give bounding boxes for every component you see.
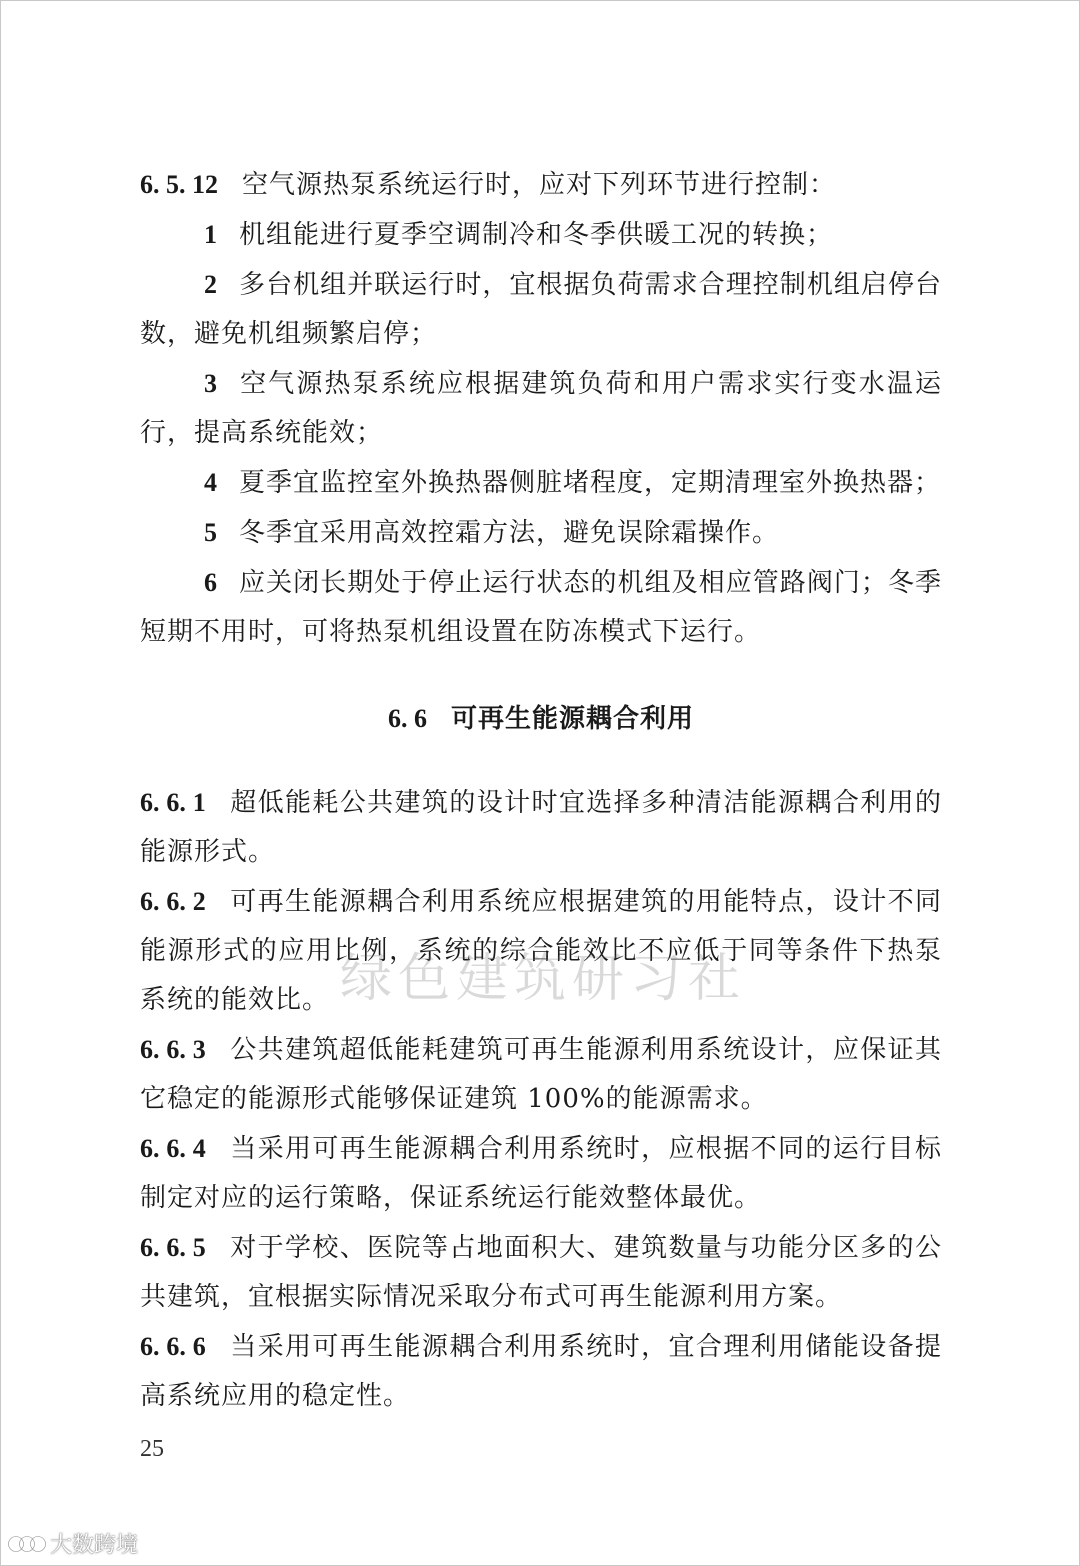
clause-6-6-2 bbox=[140, 877, 942, 1025]
list-item bbox=[140, 558, 942, 657]
clause-text: 公共建筑超低能耗建筑可再生能源利用系统设计，应保证其它稳定的能源形式能够保证建筑 100%的能源需求。 bbox=[140, 1035, 942, 1114]
clause-text: 空气源热泵系统运行时，应对下列环节进行控制： bbox=[242, 170, 837, 200]
item-number: 3 bbox=[204, 369, 217, 398]
item-text: 空气源热泵系统应根据建筑负荷和用户需求实行变水温运行，提高系统能效； bbox=[140, 369, 942, 448]
item-text: 机组能进行夏季空调制冷和冬季供暖工况的转换； bbox=[239, 220, 834, 250]
section-heading bbox=[140, 694, 942, 744]
clause-number: 6. 6. 1 bbox=[140, 788, 206, 817]
clause-text: 当采用可再生能源耦合利用系统时，宜合理利用储能设备提高系统应用的稳定性。 bbox=[140, 1332, 942, 1411]
page-number: 25 bbox=[140, 1436, 164, 1462]
item-number: 5 bbox=[204, 518, 217, 547]
section-number: 6. 6 bbox=[387, 704, 427, 733]
clause-number: 6. 6. 5 bbox=[140, 1233, 206, 1262]
clause-number: 6. 6. 3 bbox=[140, 1035, 206, 1064]
item-number: 6 bbox=[204, 568, 217, 597]
item-number: 2 bbox=[204, 270, 217, 299]
clause-text: 超低能耗公共建筑的设计时宜选择多种清洁能源耦合利用的能源形式。 bbox=[140, 788, 942, 867]
item-number: 4 bbox=[204, 468, 217, 497]
clause-text: 可再生能源耦合利用系统应根据建筑的用能特点，设计不同能源形式的应用比例，系统的综合能效比不应低于同等条件下热泵系统的能效比。 bbox=[140, 887, 942, 1015]
clause-6-6-4 bbox=[140, 1124, 942, 1223]
item-text: 冬季宜采用高效控霜方法，避免误除霜操作。 bbox=[239, 518, 780, 548]
document-body bbox=[140, 160, 942, 1421]
clause-6-6-5 bbox=[140, 1223, 942, 1322]
item-text: 多台机组并联运行时，宜根据负荷需求合理控制机组启停台数，避免机组频繁启停； bbox=[140, 270, 942, 349]
clause-text: 对于学校、医院等占地面积大、建筑数量与功能分区多的公共建筑，宜根据实际情况采取分布式可再生能源利用方案。 bbox=[140, 1233, 942, 1312]
clause-6-6-1 bbox=[140, 778, 942, 877]
section-title: 可再生能源耦合利用 bbox=[450, 704, 694, 734]
item-text: 夏季宜监控室外换热器侧脏堵程度，定期清理室外换热器； bbox=[239, 468, 942, 498]
clause-number: 6. 5. 12 bbox=[140, 170, 218, 199]
clause-6-5-12 bbox=[140, 160, 942, 210]
logo-icon bbox=[8, 1533, 46, 1555]
list-item bbox=[140, 359, 942, 458]
list-item bbox=[140, 458, 942, 508]
item-number: 1 bbox=[204, 220, 217, 249]
list-item bbox=[140, 260, 942, 359]
clause-number: 6. 6. 2 bbox=[140, 887, 206, 916]
item-text: 应关闭长期处于停止运行状态的机组及相应管路阀门；冬季短期不用时，可将热泵机组设置在防冻模式下运行。 bbox=[140, 568, 942, 647]
clause-text: 当采用可再生能源耦合利用系统时，应根据不同的运行目标制定对应的运行策略，保证系统运行能效整体最优。 bbox=[140, 1134, 942, 1213]
clause-6-6-3 bbox=[140, 1025, 942, 1124]
list-item bbox=[140, 210, 942, 260]
clause-6-6-6 bbox=[140, 1322, 942, 1421]
clause-number: 6. 6. 6 bbox=[140, 1332, 206, 1361]
list-item bbox=[140, 508, 942, 558]
corner-watermark-text: 大数跨境 bbox=[50, 1533, 139, 1558]
corner-watermark bbox=[8, 1528, 138, 1559]
clause-number: 6. 6. 4 bbox=[140, 1134, 206, 1163]
watermark-text: 绿色建筑研习社 bbox=[340, 949, 747, 1009]
